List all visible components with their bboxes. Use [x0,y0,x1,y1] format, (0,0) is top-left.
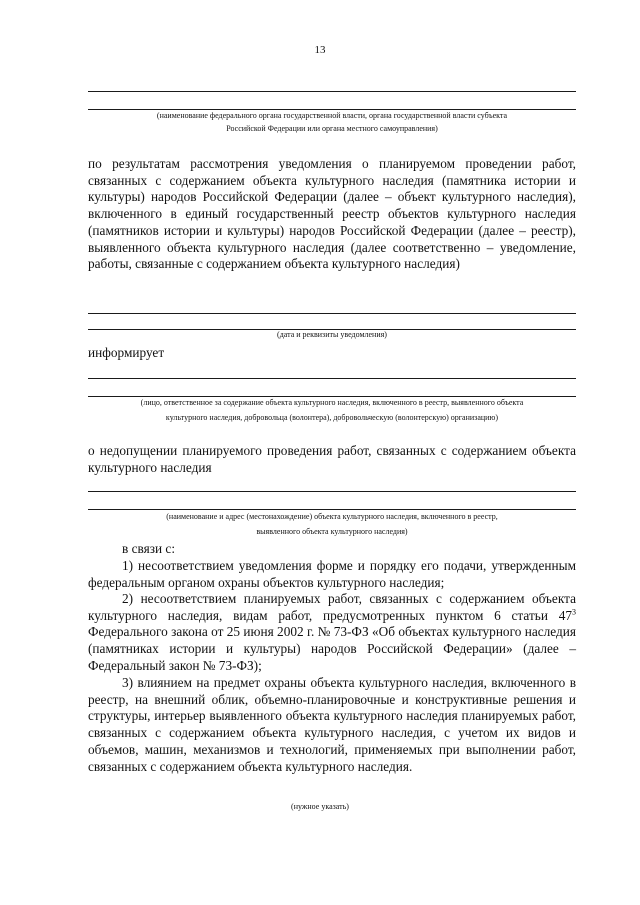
object-caption-line-2: выявленного объекта культурного наследия) [256,527,408,536]
object-line-1 [88,491,576,492]
reason-item-3: 3) влиянием на предмет охраны объекта культурного наследия, включенного в реестр, на внешний облик, объемно-планировочные и конструктивные решения и структуры, интерьер выявленного объекта культурного наследия планируемых работ, связанных с содержанием объекта культурного наследия, с учетом их видов и объемов, машин, механизмов и технологий, применяемых при выполнении работ, связанных с содержанием объекта культурного наследия. [88,675,576,774]
authority-line-1 [88,91,576,92]
object-caption-line-1: (наименование и адрес (местонахождение) объекта культурного наследия, включенного в реестр, [166,512,498,521]
specify-note: (нужное указать) [291,802,349,811]
reason-item-2-text: 2) несоответствием планируемых работ, связанных с содержанием объекта культурного наследия, видам работ, предусмотренных пунктом 6 статьи 47 [88,591,576,623]
intro-paragraph: по результатам рассмотрения уведомления о планируемом проведении работ, связанных с содержанием объекта культурного наследия (памятника истории и культуры) народов Российской Федерации (далее – объект культурного наследия), включенного в единый государственный реестр объектов культурного наследия (памятников истории и культуры) народов Российской Федерации (далее – реестр), выявленного объекта культурного наследия (далее соответственно – уведомление, работы, связанные с содержанием объекта культурного наследия) [88,156,576,272]
person-line-1 [88,378,576,379]
reason-item-2-superscript: 3 [572,607,576,617]
person-caption-line-1: (лицо, ответственное за содержание объекта культурного наследия, включенного в реестр, выявленного объекта [140,398,524,407]
non-admission-paragraph: о недопущении планируемого проведения работ, связанных с содержанием объекта культурного наследия [88,443,576,475]
authority-caption-line-1: (наименование федерального органа государственной власти, органа государственной власти субъекта [156,111,508,120]
reason-item-2 [88,591,576,675]
person-caption-line-2: культурного наследия, добровольца (волонтера), добровольческую (волонтерскую) организацию) [165,413,499,422]
page-number: 13 [314,44,326,56]
notification-caption: (дата и реквизиты уведомления) [277,330,387,339]
reason-item-2-text-end: Федерального закона от 25 июня 2002 г. № 73-ФЗ «Об объектах культурного наследия (памятниках истории и культуры) народов Российской Федерации» (далее – Федеральный закон № 73-ФЗ); [88,624,576,673]
notification-line-1 [88,313,576,314]
informs-word: информирует [88,345,165,360]
authority-caption-line-2: Российской Федерации или органа местного самоуправления) [226,124,438,133]
reason-item-1: 1) несоответствием уведомления форме и порядку его подачи, утвержденным федеральным органом охраны объектов культурного наследия; [88,558,576,590]
in-connection-heading: в связи с: [122,541,176,556]
